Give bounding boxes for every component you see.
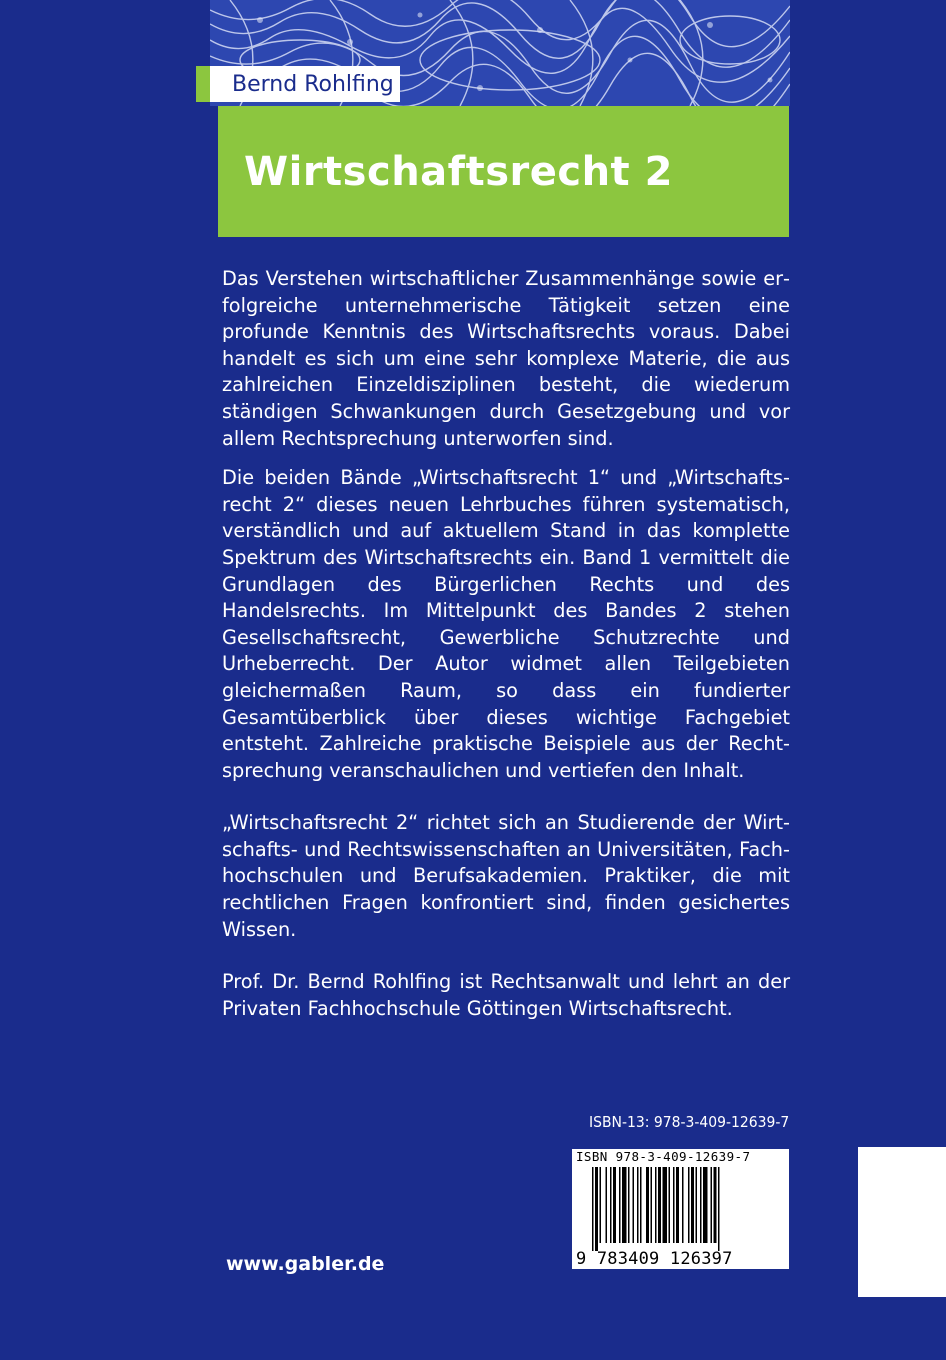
barcode-bar <box>655 1167 657 1243</box>
barcode-bar <box>628 1167 630 1243</box>
barcode-bar <box>691 1167 694 1243</box>
barcode-bar <box>622 1167 627 1243</box>
barcode-bar <box>600 1167 602 1243</box>
barcode-bar <box>651 1167 653 1243</box>
barcode-bar <box>673 1167 675 1243</box>
blurb-paragraph-2: Die beiden Bände „Wirtschaftsrecht 1“ und „Wirtschaftsrecht 2“ dieses neuen Lehrbuches führen systematisch, verständlich und auf aktuellem Stand in das komplette Spektrum des Wirtschaftsrechts ein. Band 1 vermittelt die Grundlagen des Bürgerlichen Rechts und des Handelsrechts. Im Mittelpunkt des Bandes 2 stehen Gesellschaftsrecht, Gewerbliche Schutzrechte und Urheberrecht. Der Autor widmet allen Teilgebieten gleichermaßen Raum, so dass ein fundierter Gesamtüberblick über dieses wichtige Fachgebiet entsteht. Zahlreiche praktische Beispiele aus der Rechtsprechung veranschaulichen und vertiefen den Inhalt. <box>222 466 790 782</box>
barcode-bar <box>637 1167 639 1243</box>
title-box <box>218 106 789 237</box>
barcode-bar <box>646 1167 649 1243</box>
author-label-box <box>196 66 400 102</box>
barcode-bar <box>703 1167 708 1243</box>
barcode-bar <box>592 1167 594 1251</box>
blurb-paragraph-3: „Wirtschaftsrecht 2“ richtet sich an Studierende der Wirtschafts- und Rechtswissenschaften an Universitäten, Fachhochschulen und Berufsakademien. Praktiker, die mit rechtlichen Fragen konfrontiert sind, finden gesichertes Wissen. <box>222 811 790 941</box>
barcode-bar <box>595 1167 598 1251</box>
barcode-bar <box>711 1167 713 1243</box>
barcode-bar <box>658 1167 661 1243</box>
blurb-text <box>222 266 790 1022</box>
barcode-bar <box>640 1167 642 1243</box>
barcode-bar <box>610 1167 612 1243</box>
barcode-bar <box>619 1167 621 1243</box>
barcode-digits: 9 783409 126397 <box>576 1249 733 1269</box>
barcode-bar <box>663 1167 668 1243</box>
price-sticker-area <box>858 1147 946 1297</box>
author-name: Bernd Rohlfing <box>232 71 394 97</box>
blurb-paragraph-1: Das Verstehen wirtschaftlicher Zusammenhänge sowie erfolgreiche unternehmerische Tätigkeit setzen eine profunde Kenntnis des Wirtschaftsrechts voraus. Dabei handelt es sich um eine sehr komplexe Materie, die aus zahlreichen Einzeldisziplinen besteht, die wiederum ständigen Schwankungen durch Gesetzgebung und vor allem Rechtsprechung unterworfen sind. <box>222 267 790 450</box>
isbn-label: ISBN-13: 978-3-409-12639-7 <box>589 1113 790 1131</box>
book-title: Wirtschaftsrecht 2 <box>244 148 673 195</box>
author-bio: Prof. Dr. Bernd Rohlfing ist Rechtsanwalt und lehrt an der Privaten Fachhochschule Göttingen Wirtschaftsrecht. <box>222 970 790 1020</box>
barcode-bar <box>688 1167 690 1243</box>
barcode <box>572 1149 789 1269</box>
barcode-bar <box>682 1167 684 1243</box>
barcode-bar <box>669 1167 671 1243</box>
barcode-bar <box>633 1167 635 1243</box>
barcode-bar <box>718 1167 720 1251</box>
barcode-bar <box>613 1167 616 1243</box>
barcode-top-text: ISBN 978-3-409-12639-7 <box>576 1149 751 1164</box>
barcode-bar <box>606 1167 608 1243</box>
barcode-bar <box>676 1167 679 1243</box>
barcode-bar <box>700 1167 702 1243</box>
barcode-bar <box>696 1167 698 1243</box>
barcode-bar <box>714 1167 717 1243</box>
publisher-url: www.gabler.de <box>226 1253 385 1275</box>
